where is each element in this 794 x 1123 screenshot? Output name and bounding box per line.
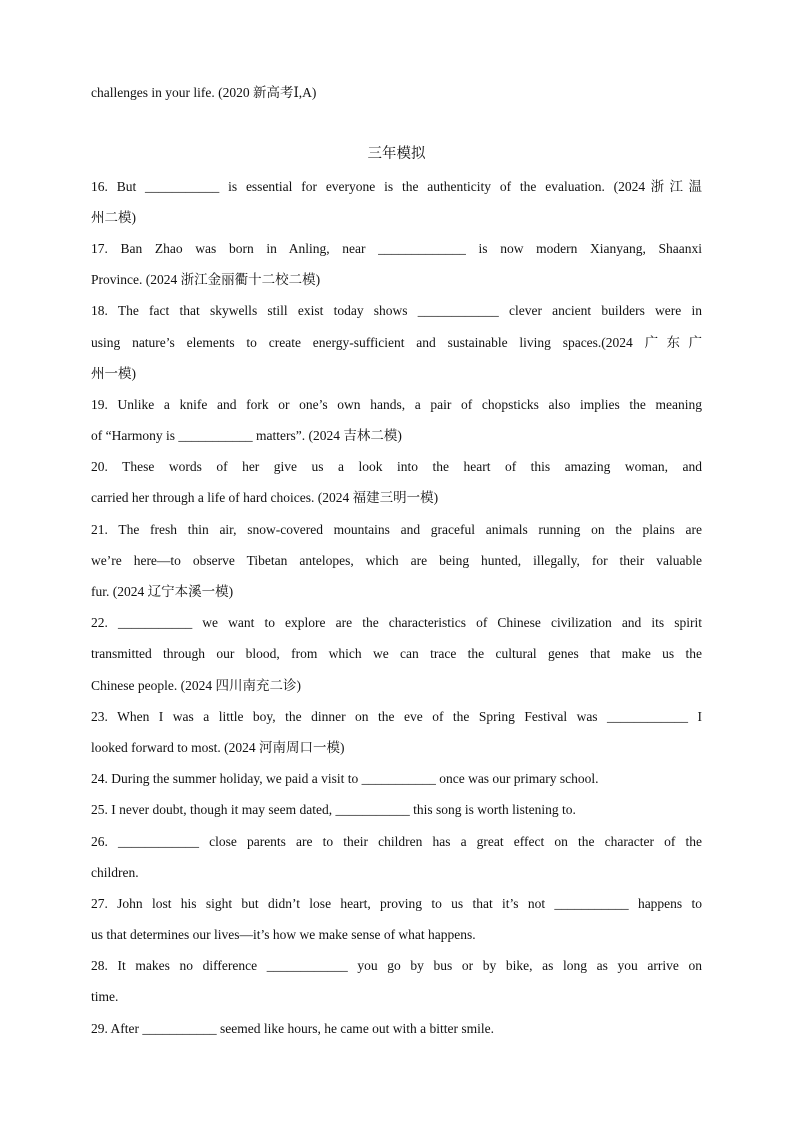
- exercise-item-25: [91, 794, 702, 825]
- item-line: 27. John lost his sight but didn’t lose heart, proving to us that it’s not ___________ happens to: [91, 895, 702, 911]
- item-line: 24. During the summer holiday, we paid a visit to ___________ once was our primary school.: [91, 771, 599, 787]
- item-line: using nature’s elements to create energy-sufficient and sustainable living spaces.(2024 广东广: [91, 334, 702, 350]
- item-line: fur. (2024 辽宁本溪一模): [91, 584, 234, 599]
- item-line: 21. The fresh thin air, snow-covered mountains and graceful animals running on the plains are: [91, 521, 702, 537]
- exercise-item-28: [91, 950, 702, 1012]
- item-line: Chinese people. (2024 四川南充二诊): [91, 677, 301, 693]
- item-line: transmitted through our blood, from which we can trace the cultural genes that make us the: [91, 646, 702, 662]
- item-line: 19. Unlike a knife and fork or one’s own hands, a pair of chopsticks also implies the meaning: [91, 396, 702, 412]
- item-line: 23. When I was a little boy, the dinner on the eve of the Spring Festival was ____________ I: [91, 708, 702, 724]
- item-line: 18. The fact that skywells still exist today shows ____________ clever ancient builders were in: [91, 303, 702, 319]
- item-line: 16. But ___________ is essential for everyone is the authenticity of the evaluation. (2024浙江温: [91, 178, 702, 194]
- item-line: of “Harmony is ___________ matters”. (2024 吉林二模): [91, 428, 402, 444]
- exercise-item-20: [91, 451, 702, 513]
- item-line: looked forward to most. (2024 河南周口一模): [91, 739, 345, 755]
- section-title: 三年模拟: [367, 146, 426, 163]
- exercise-item-16: [91, 171, 702, 233]
- item-line: children.: [91, 864, 139, 880]
- item-line: 29. After ___________ seemed like hours, he came out with a bitter smile.: [91, 1020, 495, 1036]
- exercise-item-22: [91, 607, 702, 701]
- exercise-item-26: [91, 826, 702, 888]
- item-line: 州一模): [91, 365, 136, 381]
- item-line: time.: [91, 989, 119, 1005]
- item-line: 25. I never doubt, though it may seem dated, ___________ this song is worth listening to.: [91, 802, 576, 818]
- item-line: 22. ___________ we want to explore are the characteristics of Chinese civilization and its spirit: [91, 615, 702, 631]
- exercise-item-21: [91, 514, 702, 608]
- exercise-item-24: [91, 763, 702, 794]
- exercise-item-18: [91, 295, 702, 389]
- exercise-item-17: [91, 233, 702, 295]
- intro-tail-line: challenges in your life. (2020 新高考Ⅰ,A): [91, 85, 317, 100]
- exercise-item-23: [91, 701, 702, 763]
- document-body: [91, 77, 702, 1044]
- item-line: 17. Ban Zhao was born in Anling, near _____________ is now modern Xianyang, Shaanxi: [91, 240, 702, 256]
- item-line: 州二模): [91, 209, 136, 225]
- item-line: 26. ____________ close parents are to their children has a great effect on the character of the: [91, 833, 702, 849]
- item-line: 28. It makes no difference ____________ you go by bus or by bike, as long as you arrive on: [91, 958, 702, 974]
- item-line: us that determines our lives—it’s how we make sense of what happens.: [91, 927, 476, 943]
- item-line: Province. (2024 浙江金丽衢十二校二模): [91, 272, 321, 288]
- exercise-item-19: [91, 389, 702, 451]
- item-line: 20. These words of her give us a look into the heart of this amazing woman, and: [91, 459, 702, 475]
- exercise-item-29: [91, 1013, 702, 1044]
- item-line: carried her through a life of hard choices. (2024 福建三明一模): [91, 490, 439, 506]
- exercise-item-27: [91, 888, 702, 950]
- item-line: we’re here—to observe Tibetan antelopes, which are being hunted, illegally, for their valuable: [91, 552, 702, 568]
